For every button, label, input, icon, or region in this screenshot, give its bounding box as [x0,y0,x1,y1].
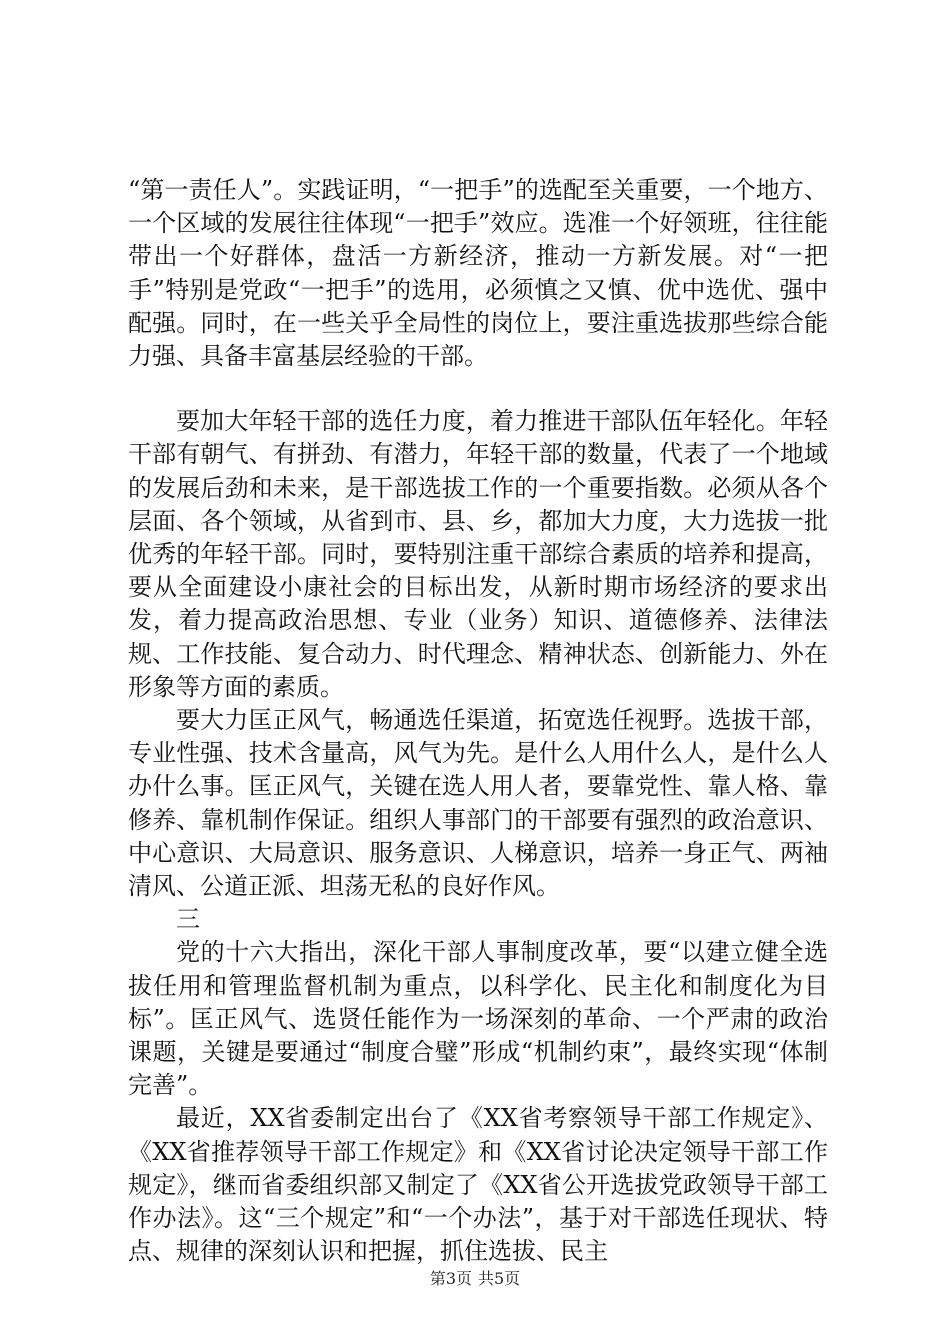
paragraph-2: 要加大年轻干部的选任力度，着力推进干部队伍年轻化。年轻干部有朝气、有拼劲、有潜力，年轻干部的数量，代表了一个地域的发展后劲和未来，是干部选拔工作的一个重要指数。必须从各个层面、各个领域，从省到市、县、乡，都加大力度，大力选拔一批优秀的年轻干部。同时，要特别注重干部综合素质的培养和提高，要从全面建设小康社会的目标出发，从新时期市场经济的要求出发，着力提高政治思想、专业（业务）知识、道德修养、法律法规、工作技能、复合动力、时代理念、精神状态、创新能力、外在形象等方面的素质。 [128,407,828,701]
section-heading-three: 三 [176,905,200,934]
page-footer [0,1268,950,1290]
document-body [128,174,828,1269]
paragraph-1: “第一责任人”。实践证明，“一把手”的选配至关重要，一个地方、一个区域的发展往往体现“一把手”效应。选准一个好领班，往往能带出一个好群体，盘活一方新经济，推动一方新发展。对“一把手”特别是党政“一把手”的选用，必须慎之又慎、优中选优、强中配强。同时，在一些关乎全局性的岗位上，要注重选拔那些综合能力强、具备丰富基层经验的干部。 [128,176,828,371]
paragraph-5: 最近，XX省委制定出台了《XX省考察领导干部工作规定》、《XX省推荐领导干部工作规定》和《XX省讨论决定领导干部工作规定》，继而省委组织部又制定了《XX省公开选拔党政领导干部工作办法》。这“三个规定”和“一个办法”，基于对干部选任现状、特点、规律的深刻认识和把握，抓住选拔、民主 [128,1104,828,1266]
paragraph-3: 要大力匡正风气，畅通选任渠道，拓宽选任视野。选拔干部，专业性强、技术含量高，风气为先。是什么人用什么人，是什么人办什么事。匡正风气，关键在选人用人者，要靠党性、靠人格、靠修养、靠机制作保证。组织人事部门的干部要有强烈的政治意识、中心意识、大局意识、服务意识、人梯意识，培养一身正气、两袖清风、公道正派、坦荡无私的良好作风。 [128,706,828,901]
page-total: 共5页 [478,1269,521,1288]
page-number: 第3页 [429,1269,472,1288]
paragraph-4: 党的十六大指出，深化干部人事制度改革，要“以建立健全选拔任用和管理监督机制为重点，以科学化、民主化和制度化为目标”。匡正风气、选贤任能作为一场深刻的革命、一个严肃的政治课题，关键是要通过“制度合璧”形成“机制约束”，最终实现“体制完善”。 [128,938,828,1100]
